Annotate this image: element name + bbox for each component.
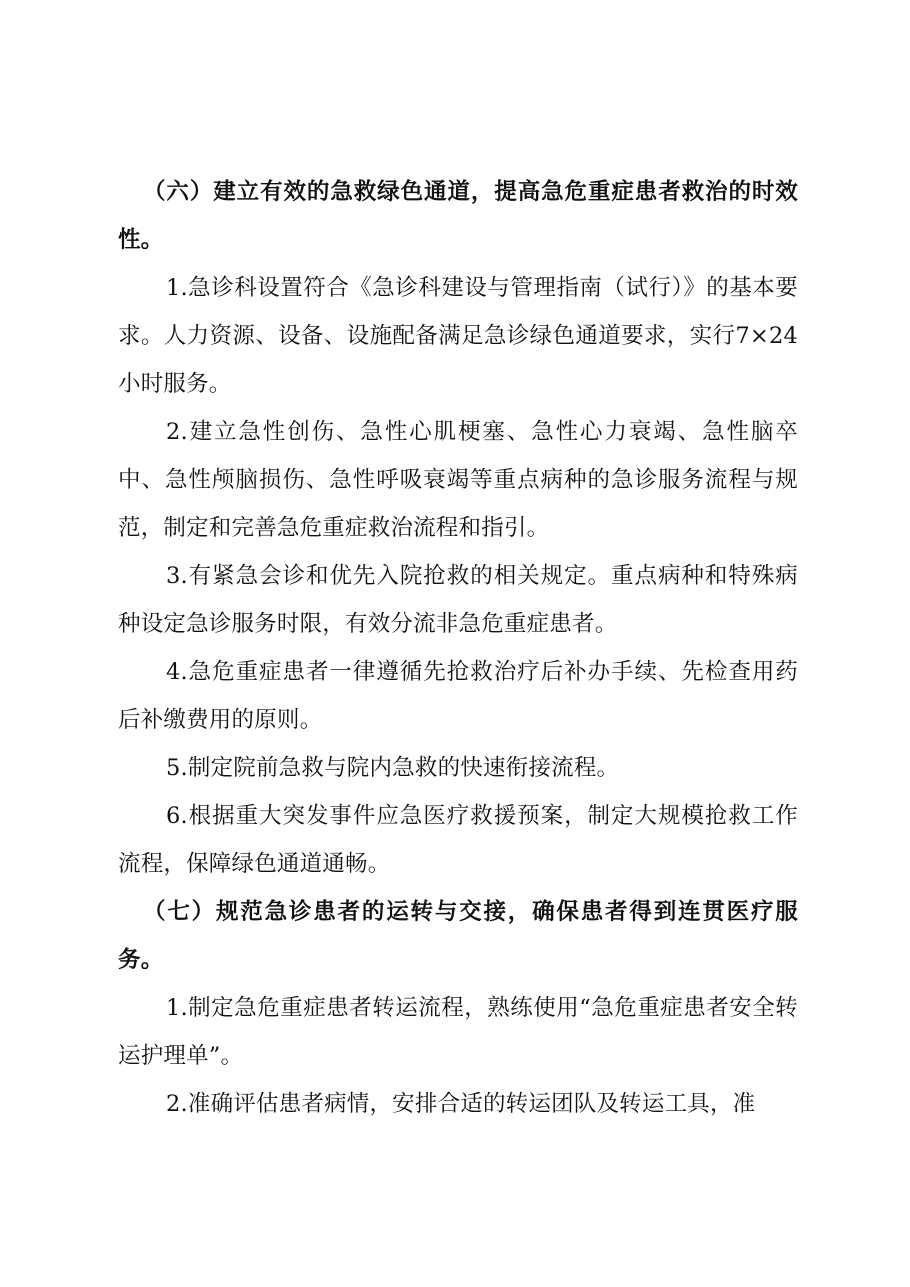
section-6-item-1: 1.急诊科设置符合《急诊科建设与管理指南（试行）》的基本要求。人力资源、设备、设施配备满足急诊绿色通道要求，实行7×24小时服务。: [118, 275, 798, 397]
section-7-item-1: 1.制定急危重症患者转运流程，熟练使用“急危重症患者安全转运护理单”。: [118, 995, 798, 1069]
section-6-item-2: 2.建立急性创伤、急性心肌梗塞、急性心力衰竭、急性脑卒中、急性颅脑损伤、急性呼吸衰竭等重点病种的急诊服务流程与规范，制定和完善急危重症救治流程和指引。: [118, 419, 798, 541]
section-7-item-2: 2.准确评估患者病情，安排合适的转运团队及转运工具，准: [166, 1091, 756, 1117]
section-6-item-4: 4.急危重症患者一律遵循先抢救治疗后补办手续、先检查用药后补缴费用的原则。: [118, 659, 798, 733]
section-7-heading: （七）规范急诊患者的运转与交接，确保患者得到连贯医疗服务。: [118, 899, 798, 973]
section-6-heading: （六）建立有效的急救绿色通道，提高急危重症患者救治的时效性。: [118, 179, 798, 253]
document-page: [118, 168, 798, 1128]
section-6-item-5: 5.制定院前急救与院内急救的快速衔接流程。: [166, 755, 620, 781]
section-6-item-6: 6.根据重大突发事件应急医疗救援预案，制定大规模抢救工作流程，保障绿色通道通畅。: [118, 803, 798, 877]
section-6-item-3: 3.有紧急会诊和优先入院抢救的相关规定。重点病种和特殊病种设定急诊服务时限，有效分流非急危重症患者。: [118, 563, 798, 637]
